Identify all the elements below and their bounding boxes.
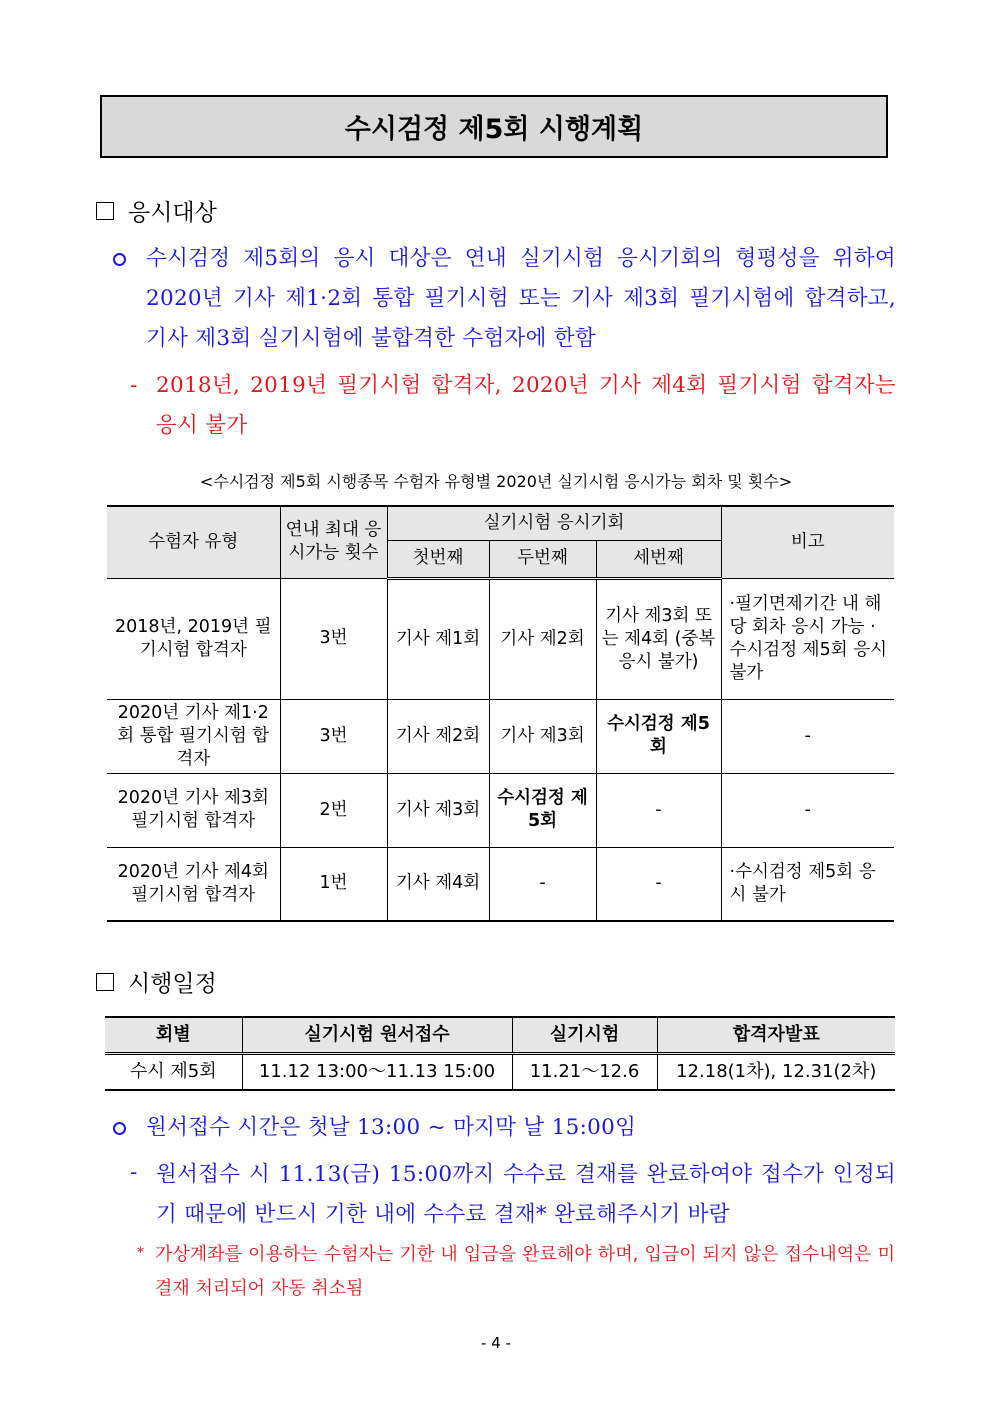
section-heading-schedule (96, 965, 217, 998)
cell-third: 기사 제3회 또는 제4회 (중복응시 불가) (596, 578, 721, 699)
cell-max: 3번 (280, 578, 387, 699)
cell-round: 수시 제5회 (105, 1054, 242, 1091)
table-row (107, 578, 894, 699)
table-row (107, 847, 894, 921)
header-exam: 실기시험 (512, 1017, 657, 1054)
cell-type: 2020년 기사 제1·2회 통합 필기시험 합격자 (107, 699, 280, 773)
cell-third: - (596, 847, 721, 921)
cell-first: 기사 제3회 (387, 773, 489, 847)
section-heading-eligibility (96, 194, 217, 227)
cell-first: 기사 제2회 (387, 699, 489, 773)
cell-announcement: 12.18(1차), 12.31(2차) (657, 1054, 895, 1091)
circle-bullet-icon (113, 253, 126, 266)
section-heading-label: 시행일정 (128, 971, 217, 997)
page-number: - 4 - (481, 1334, 511, 1352)
cell-second: 기사 제2회 (489, 578, 596, 699)
cell-max: 2번 (280, 773, 387, 847)
eligibility-exclusion: 2018년, 2019년 필기시험 합격자, 2020년 기사 제4회 필기시험 합격자는 응시 불가 (156, 373, 896, 438)
header-type: 수험자 유형 (107, 506, 280, 578)
cell-max: 3번 (280, 699, 387, 773)
circle-bullet-icon (113, 1122, 126, 1135)
cell-note: - (721, 699, 894, 773)
application-time-note: 원서접수 시간은 첫날 13:00 ~ 마지막 날 15:00임 (146, 1115, 637, 1140)
cell-note: ·수시검정 제5회 응시 불가 (721, 847, 894, 921)
page-title: 수시검정 제5회 시행계획 (100, 95, 888, 158)
cell-first: 기사 제4회 (387, 847, 489, 921)
footnote: 가상계좌를 이용하는 수험자는 기한 내 입금을 완료해야 하며, 입금이 되지 않은 접수내역은 미결재 처리되어 자동 취소됨 (155, 1244, 895, 1299)
cell-type: 2018년, 2019년 필기시험 합격자 (107, 578, 280, 699)
cell-third: 수시검정 제5회 (596, 699, 721, 773)
eligibility-paragraph: 수시검정 제5회의 응시 대상은 연내 실기시험 응시기회의 형평성을 위하여 2020년 기사 제1·2회 통합 필기시험 또는 기사 제3회 필기시험에 합격하고, 기사 제3회 실기시험에 불합격한 수험자에 한함 (146, 246, 896, 351)
cell-note: - (721, 773, 894, 847)
section-heading-label: 응시대상 (128, 200, 217, 226)
schedule-table (105, 1016, 895, 1091)
header-second: 두번째 (489, 540, 596, 578)
cell-type: 2020년 기사 제4회 필기시험 합격자 (107, 847, 280, 921)
cell-type: 2020년 기사 제3회 필기시험 합격자 (107, 773, 280, 847)
eligibility-table (107, 505, 894, 922)
cell-note: ·필기면제기간 내 해당 회차 응시 가능 ·수시검정 제5회 응시 불가 (721, 578, 894, 699)
cell-application: 11.12 13:00～11.13 15:00 (242, 1054, 512, 1091)
header-round: 회별 (105, 1017, 242, 1054)
cell-exam: 11.21～12.6 (512, 1054, 657, 1091)
table-row (107, 699, 894, 773)
header-third: 세번째 (596, 540, 721, 578)
header-max: 연내 최대 응시가능 횟수 (280, 506, 387, 578)
cell-second: 기사 제3회 (489, 699, 596, 773)
cell-third: - (596, 773, 721, 847)
header-note: 비고 (721, 506, 894, 578)
table-caption: <수시검정 제5회 시행종목 수험자 유형별 2020년 실기시험 응시가능 회차 및 횟수> (199, 472, 793, 491)
payment-deadline-note: 원서접수 시 11.13(금) 15:00까지 수수료 결재를 완료하여야 접수가 인정되기 때문에 반드시 기한 내에 수수료 결재* 완료해주시기 바람 (156, 1162, 896, 1227)
cell-second: 수시검정 제5회 (489, 773, 596, 847)
dash-bullet-icon: - (130, 373, 138, 398)
cell-max: 1번 (280, 847, 387, 921)
square-bullet-icon (96, 202, 114, 220)
dash-bullet-icon: - (130, 1160, 138, 1185)
square-bullet-icon (96, 973, 114, 991)
cell-first: 기사 제1회 (387, 578, 489, 699)
footnote-mark: * (137, 1245, 144, 1261)
header-chances: 실기시험 응시기회 (387, 506, 721, 540)
table-row (107, 773, 894, 847)
header-application: 실기시험 원서접수 (242, 1017, 512, 1054)
header-first: 첫번째 (387, 540, 489, 578)
header-announcement: 합격자발표 (657, 1017, 895, 1054)
table-row (105, 1054, 895, 1091)
cell-second: - (489, 847, 596, 921)
